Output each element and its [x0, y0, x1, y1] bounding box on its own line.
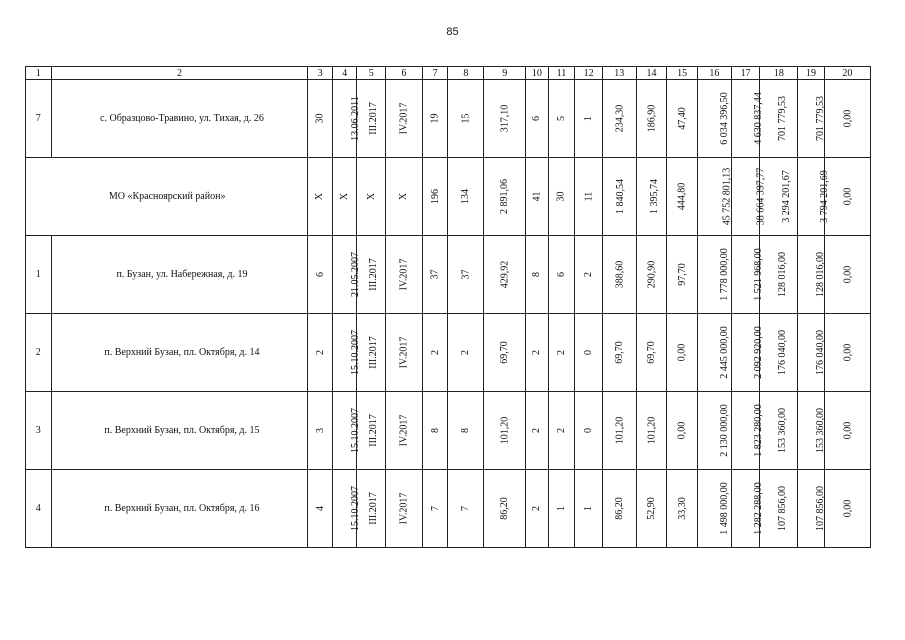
- data-cell: [698, 392, 732, 470]
- data-cell: [548, 392, 575, 470]
- column-header: 19: [798, 67, 825, 80]
- data-cell: [698, 314, 732, 392]
- cell-value: X: [314, 192, 326, 201]
- data-cell: [575, 158, 603, 236]
- address-cell: п. Бузан, ул. Набережная, д. 19: [51, 236, 308, 314]
- data-cell: [526, 392, 549, 470]
- cell-value: 176 040,00: [777, 330, 789, 375]
- table-row: [26, 80, 871, 158]
- cell-value: 0: [583, 428, 595, 433]
- table-row: [26, 470, 871, 548]
- data-cell: [636, 158, 667, 236]
- data-cell: [667, 236, 698, 314]
- data-cell: [667, 470, 698, 548]
- cell-value: 317,10: [499, 104, 511, 133]
- cell-value: 1: [583, 506, 595, 511]
- data-cell: [548, 236, 575, 314]
- cell-value: 6: [314, 272, 326, 277]
- row-number: 4: [26, 470, 52, 548]
- cell-value: 128 016,00: [815, 252, 827, 297]
- cell-value: X: [365, 192, 377, 201]
- cell-value: 30: [555, 191, 567, 202]
- cell-value: 388,60: [613, 260, 625, 289]
- data-cell: [824, 470, 870, 548]
- cell-value: 6 034 396,50: [718, 92, 730, 145]
- data-cell: [667, 158, 698, 236]
- cell-value: 4 630 837,44: [752, 92, 764, 145]
- column-header: 10: [526, 67, 549, 80]
- cell-value: 0,00: [841, 187, 853, 206]
- cell-value: 45 752 801,13: [721, 167, 733, 226]
- cell-value: IV.2017: [398, 258, 410, 291]
- data-cell: [422, 236, 448, 314]
- cell-value: 1 282 288,00: [752, 482, 764, 535]
- data-cell: [422, 470, 448, 548]
- cell-value: 107 856,00: [815, 486, 827, 531]
- data-cell: [526, 236, 549, 314]
- cell-value: 2: [429, 350, 441, 355]
- cell-value: 37: [460, 269, 472, 280]
- data-cell: [636, 314, 667, 392]
- data-cell: [308, 314, 333, 392]
- data-cell: [731, 470, 764, 548]
- data-cell: [667, 392, 698, 470]
- cell-value: 2: [531, 350, 543, 355]
- data-cell: [798, 392, 825, 470]
- data-cell: [357, 314, 386, 392]
- cell-value: 1 521 968,00: [752, 248, 764, 301]
- row-number: 3: [26, 392, 52, 470]
- data-cell: [484, 236, 526, 314]
- data-cell: [798, 158, 830, 236]
- data-cell: [575, 470, 603, 548]
- data-cell: [386, 314, 423, 392]
- column-header: 12: [575, 67, 603, 80]
- data-cell: [575, 236, 603, 314]
- data-cell: [448, 392, 484, 470]
- address-cell: п. Верхний Бузан, пл. Октября, д. 15: [51, 392, 308, 470]
- data-cell: [760, 392, 798, 470]
- cell-value: 47,40: [676, 107, 688, 130]
- column-header: 7: [422, 67, 448, 80]
- cell-value: 101,20: [613, 416, 625, 445]
- data-cell: [824, 392, 870, 470]
- data-cell: [308, 470, 333, 548]
- data-cell: [484, 392, 526, 470]
- cell-value: IV.2017: [398, 414, 410, 447]
- column-header: 14: [636, 67, 667, 80]
- data-cell: [548, 80, 575, 158]
- cell-value: 0,00: [841, 499, 853, 518]
- cell-value: 1 498 000,00: [718, 482, 730, 535]
- data-cell: [798, 470, 825, 548]
- data-cell: [526, 80, 549, 158]
- data-cell: [332, 80, 361, 158]
- housing-program-table: [25, 66, 871, 548]
- data-cell: [332, 236, 361, 314]
- cell-value: 1 395,74: [648, 179, 660, 214]
- cell-value: 8: [460, 428, 472, 433]
- data-cell: [422, 314, 448, 392]
- data-cell: [698, 470, 732, 548]
- data-cell: [548, 470, 575, 548]
- cell-value: 69,70: [613, 341, 625, 364]
- cell-value: 101,20: [645, 416, 657, 445]
- cell-value: 86,20: [613, 497, 625, 520]
- data-cell: [548, 314, 575, 392]
- cell-value: 69,70: [499, 341, 511, 364]
- cell-value: 0,00: [841, 109, 853, 128]
- row-number: 2: [26, 314, 52, 392]
- cell-value: 15: [460, 113, 472, 124]
- cell-value: 1 778 000,00: [718, 248, 730, 301]
- data-cell: [422, 80, 448, 158]
- data-cell: [448, 470, 484, 548]
- cell-value: 7: [460, 506, 472, 511]
- cell-value: 0,00: [676, 343, 688, 362]
- cell-value: 701 779,53: [815, 96, 827, 141]
- data-cell: [731, 80, 764, 158]
- cell-value: 1 823 280,00: [752, 404, 764, 457]
- cell-value: 97,70: [676, 263, 688, 286]
- data-cell: [760, 236, 798, 314]
- data-cell: [386, 236, 423, 314]
- cell-value: 134: [460, 189, 472, 204]
- cell-value: 176 040,00: [815, 330, 827, 375]
- cell-value: 2: [555, 350, 567, 355]
- cell-value: 3 294 201,67: [781, 170, 793, 223]
- column-header: 16: [698, 67, 732, 80]
- cell-value: 41: [531, 191, 543, 202]
- cell-value: 107 856,00: [777, 486, 789, 531]
- cell-value: 37: [429, 269, 441, 280]
- column-header: 6: [386, 67, 423, 80]
- cell-value: 19: [429, 113, 441, 124]
- cell-value: 2 130 000,00: [718, 404, 730, 457]
- cell-value: III.2017: [368, 336, 380, 369]
- cell-value: 2: [583, 272, 595, 277]
- row-number: 7: [26, 80, 52, 158]
- data-cell: [448, 158, 484, 236]
- cell-value: 0: [583, 350, 595, 355]
- data-cell: [698, 236, 732, 314]
- cell-value: 2 891,06: [499, 179, 511, 214]
- cell-value: 3: [314, 428, 326, 433]
- data-cell: [357, 158, 386, 236]
- cell-value: III.2017: [368, 492, 380, 525]
- cell-value: 2: [531, 506, 543, 511]
- data-cell: [575, 80, 603, 158]
- cell-value: 52,90: [645, 497, 657, 520]
- data-cell: [484, 314, 526, 392]
- data-cell: [422, 392, 448, 470]
- cell-value: 15.10.2007: [349, 486, 361, 531]
- cell-value: III.2017: [368, 414, 380, 447]
- cell-value: 1: [555, 506, 567, 511]
- column-header: 2: [51, 67, 308, 80]
- column-header: 3: [308, 67, 333, 80]
- cell-value: 4: [314, 506, 326, 511]
- data-cell: [731, 392, 764, 470]
- data-cell: [636, 236, 667, 314]
- data-cell: [760, 470, 798, 548]
- data-cell: [386, 80, 423, 158]
- data-cell: [575, 314, 603, 392]
- data-cell: [548, 158, 575, 236]
- cell-value: 0,00: [841, 343, 853, 362]
- data-cell: [332, 392, 361, 470]
- data-cell: [386, 158, 423, 236]
- data-cell: [526, 314, 549, 392]
- column-header: 1: [26, 67, 52, 80]
- data-cell: [698, 80, 732, 158]
- cell-value: 3 794 201,69: [818, 170, 830, 223]
- data-cell: [698, 158, 732, 236]
- cell-value: 196: [429, 189, 441, 204]
- data-cell: [448, 236, 484, 314]
- data-cell: [332, 470, 361, 548]
- column-number-row: [26, 67, 871, 80]
- data-cell: [636, 470, 667, 548]
- data-cell: [575, 392, 603, 470]
- cell-value: 429,92: [499, 260, 511, 289]
- cell-value: 101,20: [499, 416, 511, 445]
- cell-value: 0,00: [841, 265, 853, 284]
- table-row: [26, 314, 871, 392]
- data-cell: [760, 80, 798, 158]
- cell-value: 5: [555, 116, 567, 121]
- cell-value: IV.2017: [398, 102, 410, 135]
- cell-value: 69,70: [645, 341, 657, 364]
- cell-value: 153 360,00: [777, 408, 789, 453]
- data-cell: [602, 80, 636, 158]
- data-cell: [824, 80, 870, 158]
- cell-value: 701 779,53: [777, 96, 789, 141]
- data-cell: [636, 392, 667, 470]
- data-cell: [798, 236, 825, 314]
- data-cell: [332, 314, 361, 392]
- cell-value: 2: [555, 428, 567, 433]
- data-cell: [308, 158, 333, 236]
- group-label: МО «Красноярский район»: [26, 158, 308, 236]
- data-cell: [357, 392, 386, 470]
- data-cell: [526, 158, 549, 236]
- data-cell: [602, 392, 636, 470]
- group-total-row: [26, 158, 871, 236]
- cell-value: 2: [531, 428, 543, 433]
- data-cell: [731, 158, 766, 236]
- data-cell: [357, 470, 386, 548]
- cell-value: 7: [429, 506, 441, 511]
- data-cell: [332, 158, 357, 236]
- cell-value: 1 840,54: [614, 179, 626, 214]
- cell-value: 2 092 920,00: [752, 326, 764, 379]
- cell-value: 290,90: [645, 260, 657, 289]
- cell-value: 21.05.2007: [349, 252, 361, 297]
- address-cell: с. Образцово-Травино, ул. Тихая, д. 26: [51, 80, 308, 158]
- data-cell: [422, 158, 448, 236]
- column-header: 4: [332, 67, 357, 80]
- address-cell: п. Верхний Бузан, пл. Октября, д. 14: [51, 314, 308, 392]
- data-cell: [526, 470, 549, 548]
- cell-value: III.2017: [368, 258, 380, 291]
- data-cell: [386, 392, 423, 470]
- cell-value: 0,00: [841, 421, 853, 440]
- data-cell: [824, 158, 870, 236]
- column-header: 17: [731, 67, 760, 80]
- column-header: 8: [448, 67, 484, 80]
- data-cell: [602, 470, 636, 548]
- data-cell: [731, 314, 764, 392]
- column-header: 13: [602, 67, 636, 80]
- column-header: 11: [548, 67, 575, 80]
- cell-value: 128 016,00: [777, 252, 789, 297]
- cell-value: IV.2017: [398, 492, 410, 525]
- column-header: 9: [484, 67, 526, 80]
- cell-value: 13.06.2011: [349, 96, 361, 141]
- cell-value: 33,30: [676, 497, 688, 520]
- cell-value: 2: [314, 350, 326, 355]
- cell-value: 8: [429, 428, 441, 433]
- table-row: [26, 392, 871, 470]
- page-number: 85: [446, 26, 459, 38]
- column-header: 15: [667, 67, 698, 80]
- data-cell: [308, 236, 333, 314]
- data-cell: [357, 236, 386, 314]
- data-cell: [824, 314, 870, 392]
- cell-value: 2: [460, 350, 472, 355]
- cell-value: 15.10.2007: [349, 330, 361, 375]
- data-cell: [667, 314, 698, 392]
- address-cell: п. Верхний Бузан, пл. Октября, д. 16: [51, 470, 308, 548]
- cell-value: X: [398, 192, 410, 201]
- data-cell: [308, 392, 333, 470]
- cell-value: 444,80: [676, 182, 688, 211]
- table-row: [26, 236, 871, 314]
- cell-value: 15.10.2007: [349, 408, 361, 453]
- cell-value: III.2017: [368, 102, 380, 135]
- data-cell: [798, 80, 825, 158]
- data-cell: [602, 236, 636, 314]
- cell-value: 1: [583, 116, 595, 121]
- column-header: 5: [357, 67, 386, 80]
- data-cell: [636, 80, 667, 158]
- column-header: 18: [760, 67, 798, 80]
- data-cell: [731, 236, 764, 314]
- cell-value: 6: [555, 272, 567, 277]
- data-cell: [667, 80, 698, 158]
- data-cell: [308, 80, 333, 158]
- cell-value: 2 445 000,00: [718, 326, 730, 379]
- data-cell: [602, 158, 636, 236]
- data-cell: [357, 80, 386, 158]
- cell-value: 234,30: [613, 104, 625, 133]
- data-cell: [824, 236, 870, 314]
- data-cell: [448, 80, 484, 158]
- cell-value: 30: [314, 113, 326, 124]
- cell-value: IV.2017: [398, 336, 410, 369]
- cell-value: 86,20: [499, 497, 511, 520]
- cell-value: 11: [583, 191, 595, 202]
- data-cell: [484, 80, 526, 158]
- data-cell: [448, 314, 484, 392]
- cell-value: 153 360,00: [815, 408, 827, 453]
- row-number: 1: [26, 236, 52, 314]
- data-cell: [386, 470, 423, 548]
- data-cell: [798, 314, 825, 392]
- data-cell: [484, 158, 526, 236]
- data-cell: [484, 470, 526, 548]
- cell-value: 6: [531, 116, 543, 121]
- cell-value: 38 664 397,77: [755, 167, 766, 226]
- cell-value: 186,90: [645, 104, 657, 133]
- cell-value: 8: [531, 272, 543, 277]
- data-cell: [602, 314, 636, 392]
- cell-value: X: [339, 192, 351, 201]
- data-cell: [760, 314, 798, 392]
- cell-value: 0,00: [676, 421, 688, 440]
- column-header: 20: [824, 67, 870, 80]
